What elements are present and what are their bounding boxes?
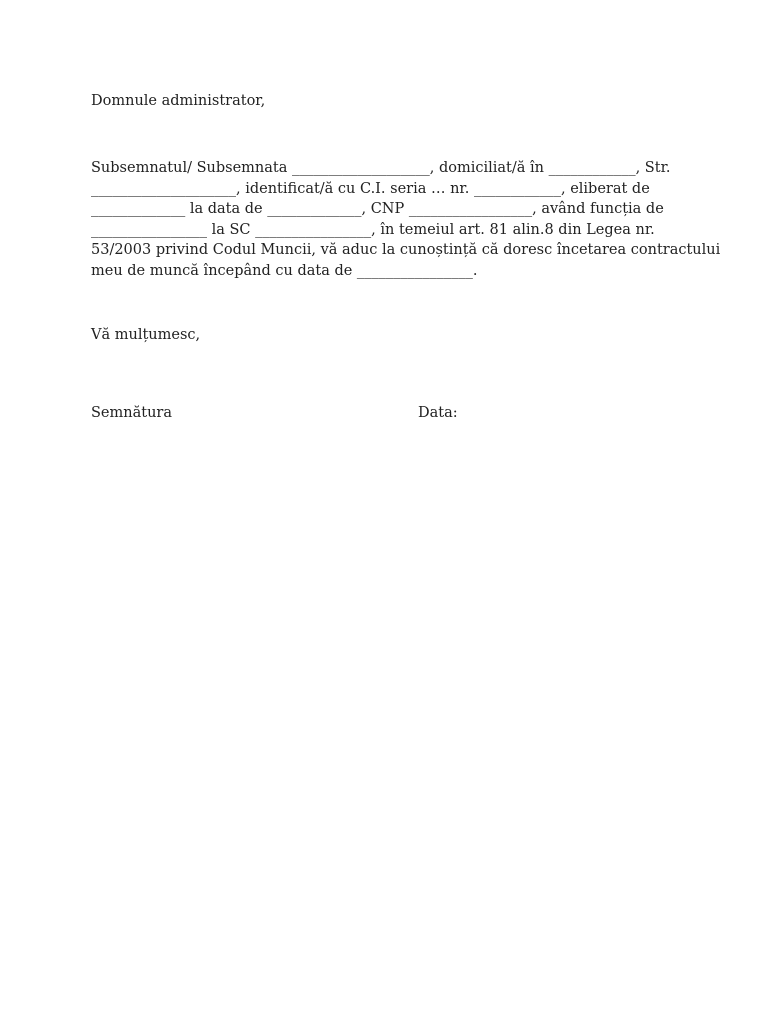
body-line: _____________ la data de _____________, CNP _________________, având funcția de (91, 201, 664, 217)
closing-line: Vă mulțumesc, (91, 327, 201, 343)
body-line: meu de muncă începând cu data de ________________. (91, 262, 478, 279)
body-line: Subsemnatul/ Subsemnata ___________________, domiciliat/ă în ____________, Str. (91, 160, 671, 176)
body-line: ________________ la SC ________________, în temeiul art. 81 alin.8 din Legea nr. (91, 221, 655, 238)
body-line: 53/2003 privind Codul Muncii, vă aduc la cunoștință că doresc încetarea contractului (91, 242, 721, 258)
request-body (91, 158, 721, 281)
signature-label: Semnătura (91, 405, 172, 421)
body-line: ____________________, identificat/ă cu C.I. seria … nr. ____________, eliberat de (91, 180, 650, 197)
salutation: Domnule administrator, (91, 93, 266, 109)
date-label: Data: (418, 405, 458, 421)
